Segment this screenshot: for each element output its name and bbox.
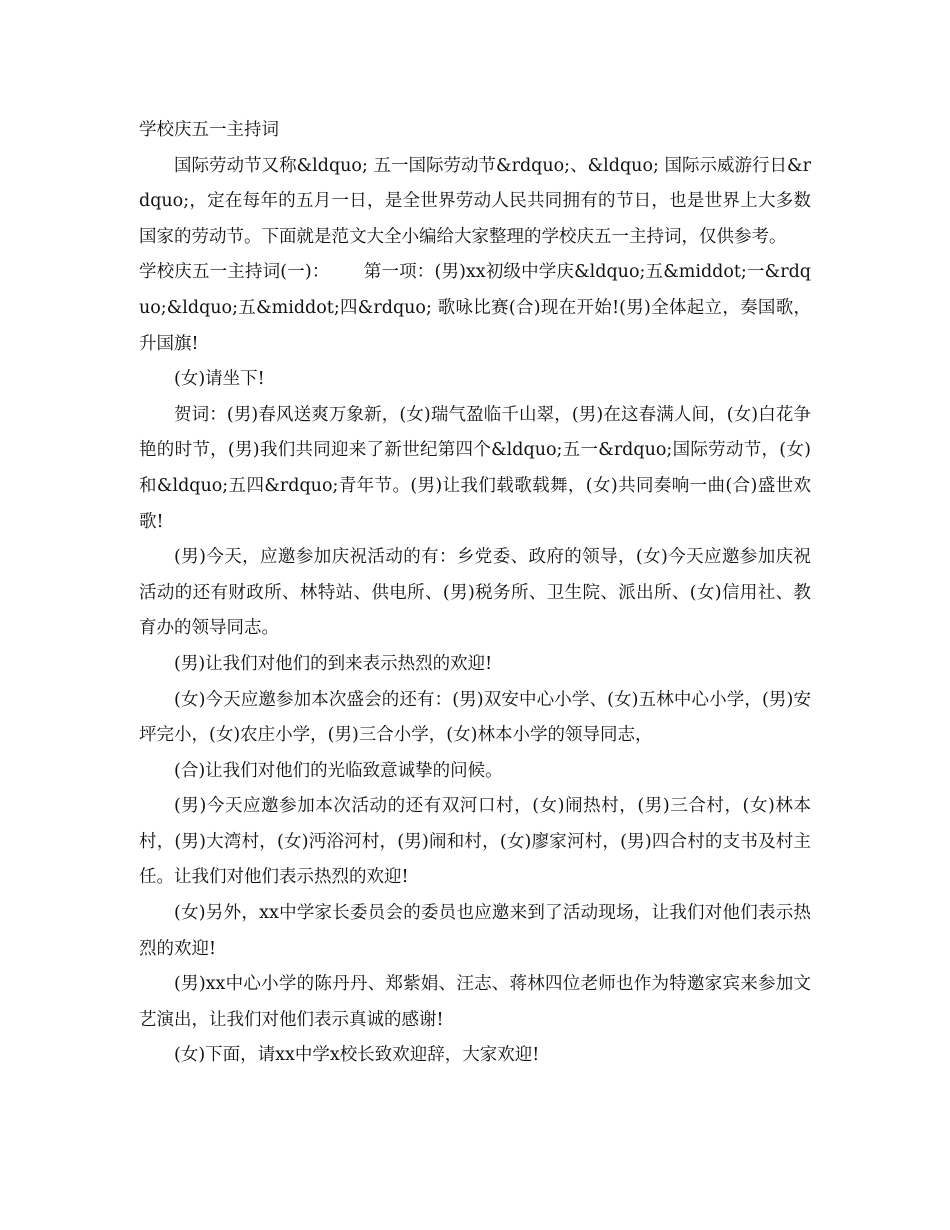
paragraph-teachers: (男)xx中心小学的陈丹丹、郑紫娟、汪志、蒋林四位老师也作为特邀家宾来参加文艺演出，让我们对他们表示真诚的感谢! xyxy=(139,974,811,1030)
paragraph-sit-down: (女)请坐下! xyxy=(174,369,265,390)
paragraph-parents-committee: (女)另外，xx中学家长委员会的委员也应邀来到了活动现场，让我们对他们表示热烈的欢迎! xyxy=(139,903,811,959)
paragraph-guests-officials: (男)今天，应邀参加庆祝活动的有：乡党委、政府的领导，(女)今天应邀参加庆祝活动的还有财政所、林特站、供电所、(男)税务所、卫生院、派出所、(女)信用社、教育办的领导同志。 xyxy=(139,547,811,639)
paragraph-welcome-officials: (男)让我们对他们的到来表示热烈的欢迎! xyxy=(174,653,493,674)
paragraph-intro: 国际劳动节又称&ldquo; 五一国际劳动节&rdquo;、&ldquo; 国际示威游行日&rdquo;，定在每年的五月一日，是全世界劳动人民共同拥有的节日，也是世界上大多数国家的劳动节。下面就是范文大全小编给大家整理的学校庆五一主持词，仅供参考。 xyxy=(139,155,811,247)
paragraph-greeting: 贺词：(男)春风送爽万象新，(女)瑞气盈临千山翠，(男)在这春满人间，(女)白花争艳的时节，(男)我们共同迎来了新世纪第四个&ldquo;五一&rdquo;国际劳动节，(女)和&ldquo;五四&rdquo;青年节。(男)让我们载歌载舞，(女)共同奏响一曲(合)盛世欢歌! xyxy=(139,404,811,532)
paragraph-greet-schools: (合)让我们对他们的光临致意诚挚的问候。 xyxy=(174,760,503,781)
paragraph-guests-villages: (男)今天应邀参加本次活动的还有双河口村，(女)闹热村，(男)三合村，(女)林本村，(男)大湾村，(女)沔浴河村，(男)闹和村，(女)廖家河村，(男)四合村的支书及村主任。让我们对他们表示热烈的欢迎! xyxy=(139,796,811,888)
paragraph-principal-speech: (女)下面，请xx中学x校长致欢迎辞，大家欢迎! xyxy=(174,1045,540,1066)
document-title: 学校庆五一主持词 xyxy=(139,120,279,140)
paragraph-section-one: 学校庆五一主持词(一)： 第一项：(男)xx初级中学庆&ldquo;五&middot;一&rdquo;&ldquo;五&middot;四&rdquo; 歌咏比赛(合)现在开始!(男)全体起立，奏国歌，升国旗! xyxy=(139,262,811,354)
document-body xyxy=(139,113,811,1074)
paragraph-guests-schools: (女)今天应邀参加本次盛会的还有：(男)双安中心小学、(女)五林中心小学，(男)安坪完小，(女)农庄小学，(男)三合小学，(女)林本小学的领导同志， xyxy=(139,689,811,746)
